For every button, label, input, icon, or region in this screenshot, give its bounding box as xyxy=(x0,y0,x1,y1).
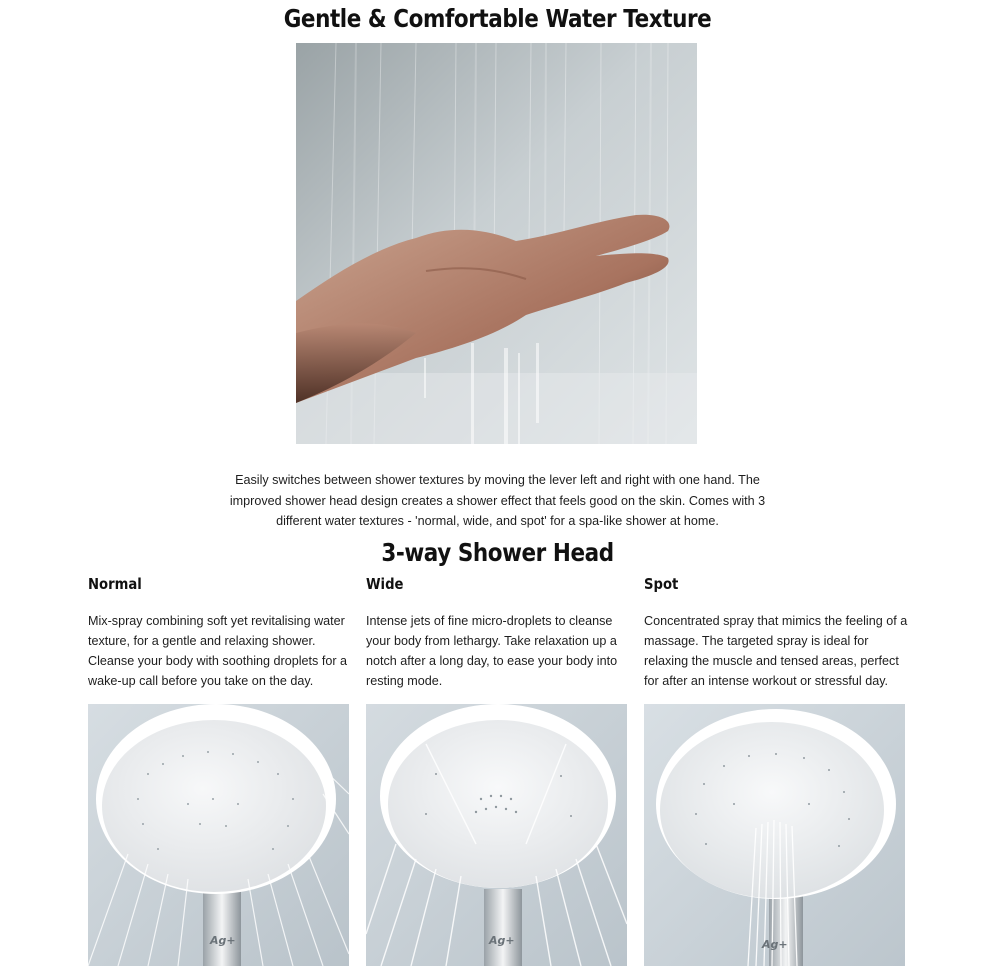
mode-description-normal: Mix-spray combining soft yet revitalising water texture, for a gentle and relaxing shower. Cleanse your body with soothing droplets for a wake-up call before you take on the day. xyxy=(88,614,348,688)
mode-description-wide: Intense jets of fine micro-droplets to cleanse your body from lethargy. Take relaxation up a notch after a long day, to ease your body into resting mode. xyxy=(366,614,618,688)
mode-description-spot: Concentrated spray that mimics the feeling of a massage. The targeted spray is ideal for relaxing the muscle and tensed areas, perfect for after an intense workout or stressful day. xyxy=(644,614,908,688)
ag-logo-wide: Ag+ xyxy=(489,934,515,947)
mode-title-normal: Normal xyxy=(88,575,142,593)
shower-head-wide-photo xyxy=(366,704,627,966)
shower-head-section-title: 3-way Shower Head xyxy=(381,538,614,567)
ag-logo-spot: Ag+ xyxy=(762,938,788,951)
mode-title-wide: Wide xyxy=(366,575,404,593)
texture-section-title: Gentle & Comfortable Water Texture xyxy=(283,4,712,33)
mode-title-spot: Spot xyxy=(644,575,679,593)
shower-head-normal-photo xyxy=(88,704,349,966)
texture-description: Easily switches between shower textures by moving the lever left and right with one hand. The improved shower head design creates a shower effect that feels good on the skin. Comes with 3 different water textures - 'normal, wide, and spot' for a spa-like shower at home. xyxy=(229,473,766,528)
hand-under-water-photo xyxy=(296,43,697,444)
shower-head-spot-photo xyxy=(644,704,905,966)
ag-logo-normal: Ag+ xyxy=(210,934,236,947)
